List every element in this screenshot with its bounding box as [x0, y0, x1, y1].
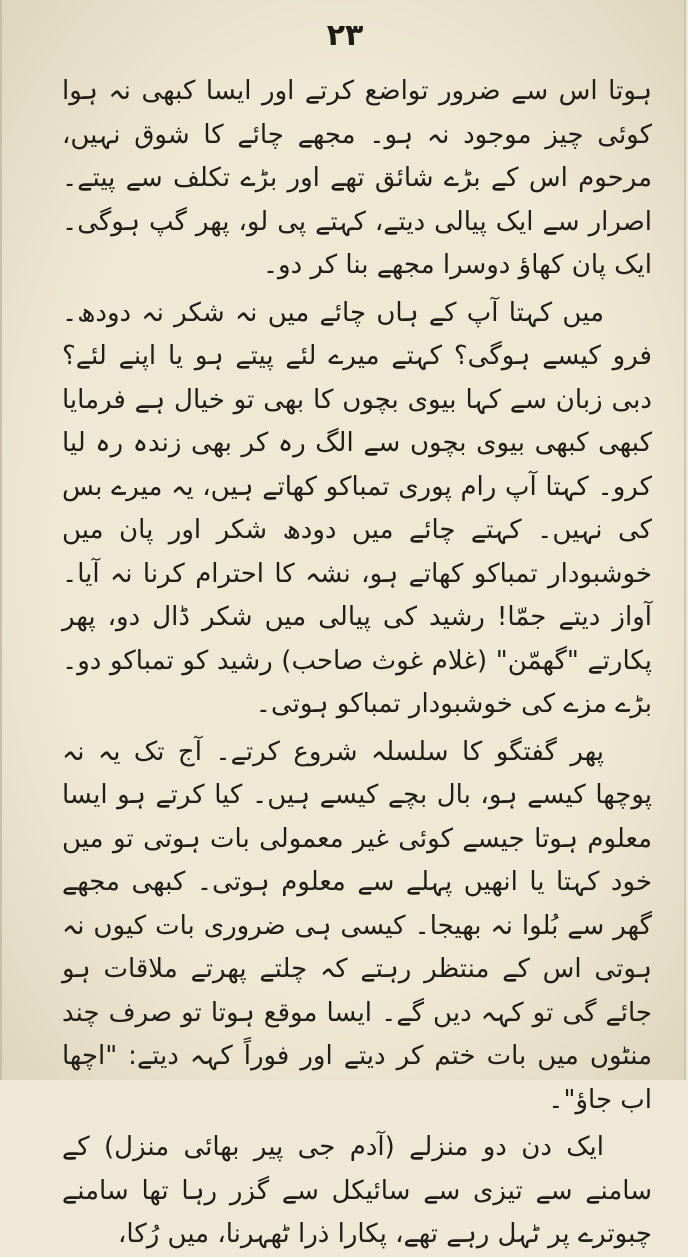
paragraph-1: ہوتا اس سے ضرور تواضع کرتے اور ایسا کبھی نہ ہوا کوئی چیز موجود نہ ہو۔ مجھے چائے کا شوق نہیں، مرحوم اس کے بڑے شائق تھے اور بڑے تکلف سے پیتے۔ اصرار سے ایک پیالی دیتے، کہتے پی لو، پھر گپ ہوگی۔ ایک پان کھاؤ دوسرا مجھے بنا کر دو۔ — [62, 76, 652, 280]
paragraph-2: میں کہتا آپ کے ہاں چائے میں نہ شکر نہ دودھ۔ فرو کیسے ہوگی؟ کہتے میرے لئے پیتے ہو یا اپنے لئے؟ دبی زبان سے کہا بیوی بچوں کا بھی تو خیال ہے فرمایا کبھی کبھی بیوی بچوں سے الگ رہ کر بھی زندہ رہ لیا کرو۔ کہتا آپ رام پوری تمباکو کھاتے ہیں، یہ میرے بس کی نہیں۔ کہتے چائے میں دودھ شکر اور پان میں خوشبودار تمباکو کھاتے ہو، نشہ کا احترام کرنا نہ آیا۔ آواز دیتے جمّا! رشید کی پیالی میں شکر ڈال دو، پھر پکارتے "گھمّن" (غلام غوث صاحب) رشید کو تمباکو دو۔ بڑے مزے کی خوشبودار تمباکو ہوتی۔ — [62, 297, 652, 719]
page-number: ۲۳ — [326, 18, 364, 53]
paragraph-4: ایک دن دو منزلے (آدم جی پیر بھائی منزل) کے سامنے سے تیزی سے سائیکل سے گزر رہا تھا سامنے چبوترے پر ٹہل رہے تھے، پکارا ذرا ٹھہرنا، میں رُکا، — [62, 1132, 652, 1249]
page-body — [62, 70, 652, 1257]
paragraph-3: پھر گفتگو کا سلسلہ شروع کرتے۔ آج تک یہ نہ پوچھا کیسے ہو، بال بچے کیسے ہیں۔ کیا کرتے ہو ایسا معلوم ہوتا جیسے کوئی غیر معمولی بات ہوتی تو میں خود کہتا یا انھیں پہلے سے معلوم ہوتی۔ کبھی مجھے گھر سے بُلوا نہ بھیجا۔ کیسی ہی ضروری بات کیوں نہ ہوتی اس کے منتظر رہتے کہ چلتے پھرتے ملاقات ہو جائے گی تو کہہ دیں گے۔ ایسا موقع ہوتا تو صرف چند منٹوں میں بات ختم کر دیتے اور فوراً کہہ دیتے: "اچھا اب جاؤ"۔ — [62, 736, 652, 1115]
